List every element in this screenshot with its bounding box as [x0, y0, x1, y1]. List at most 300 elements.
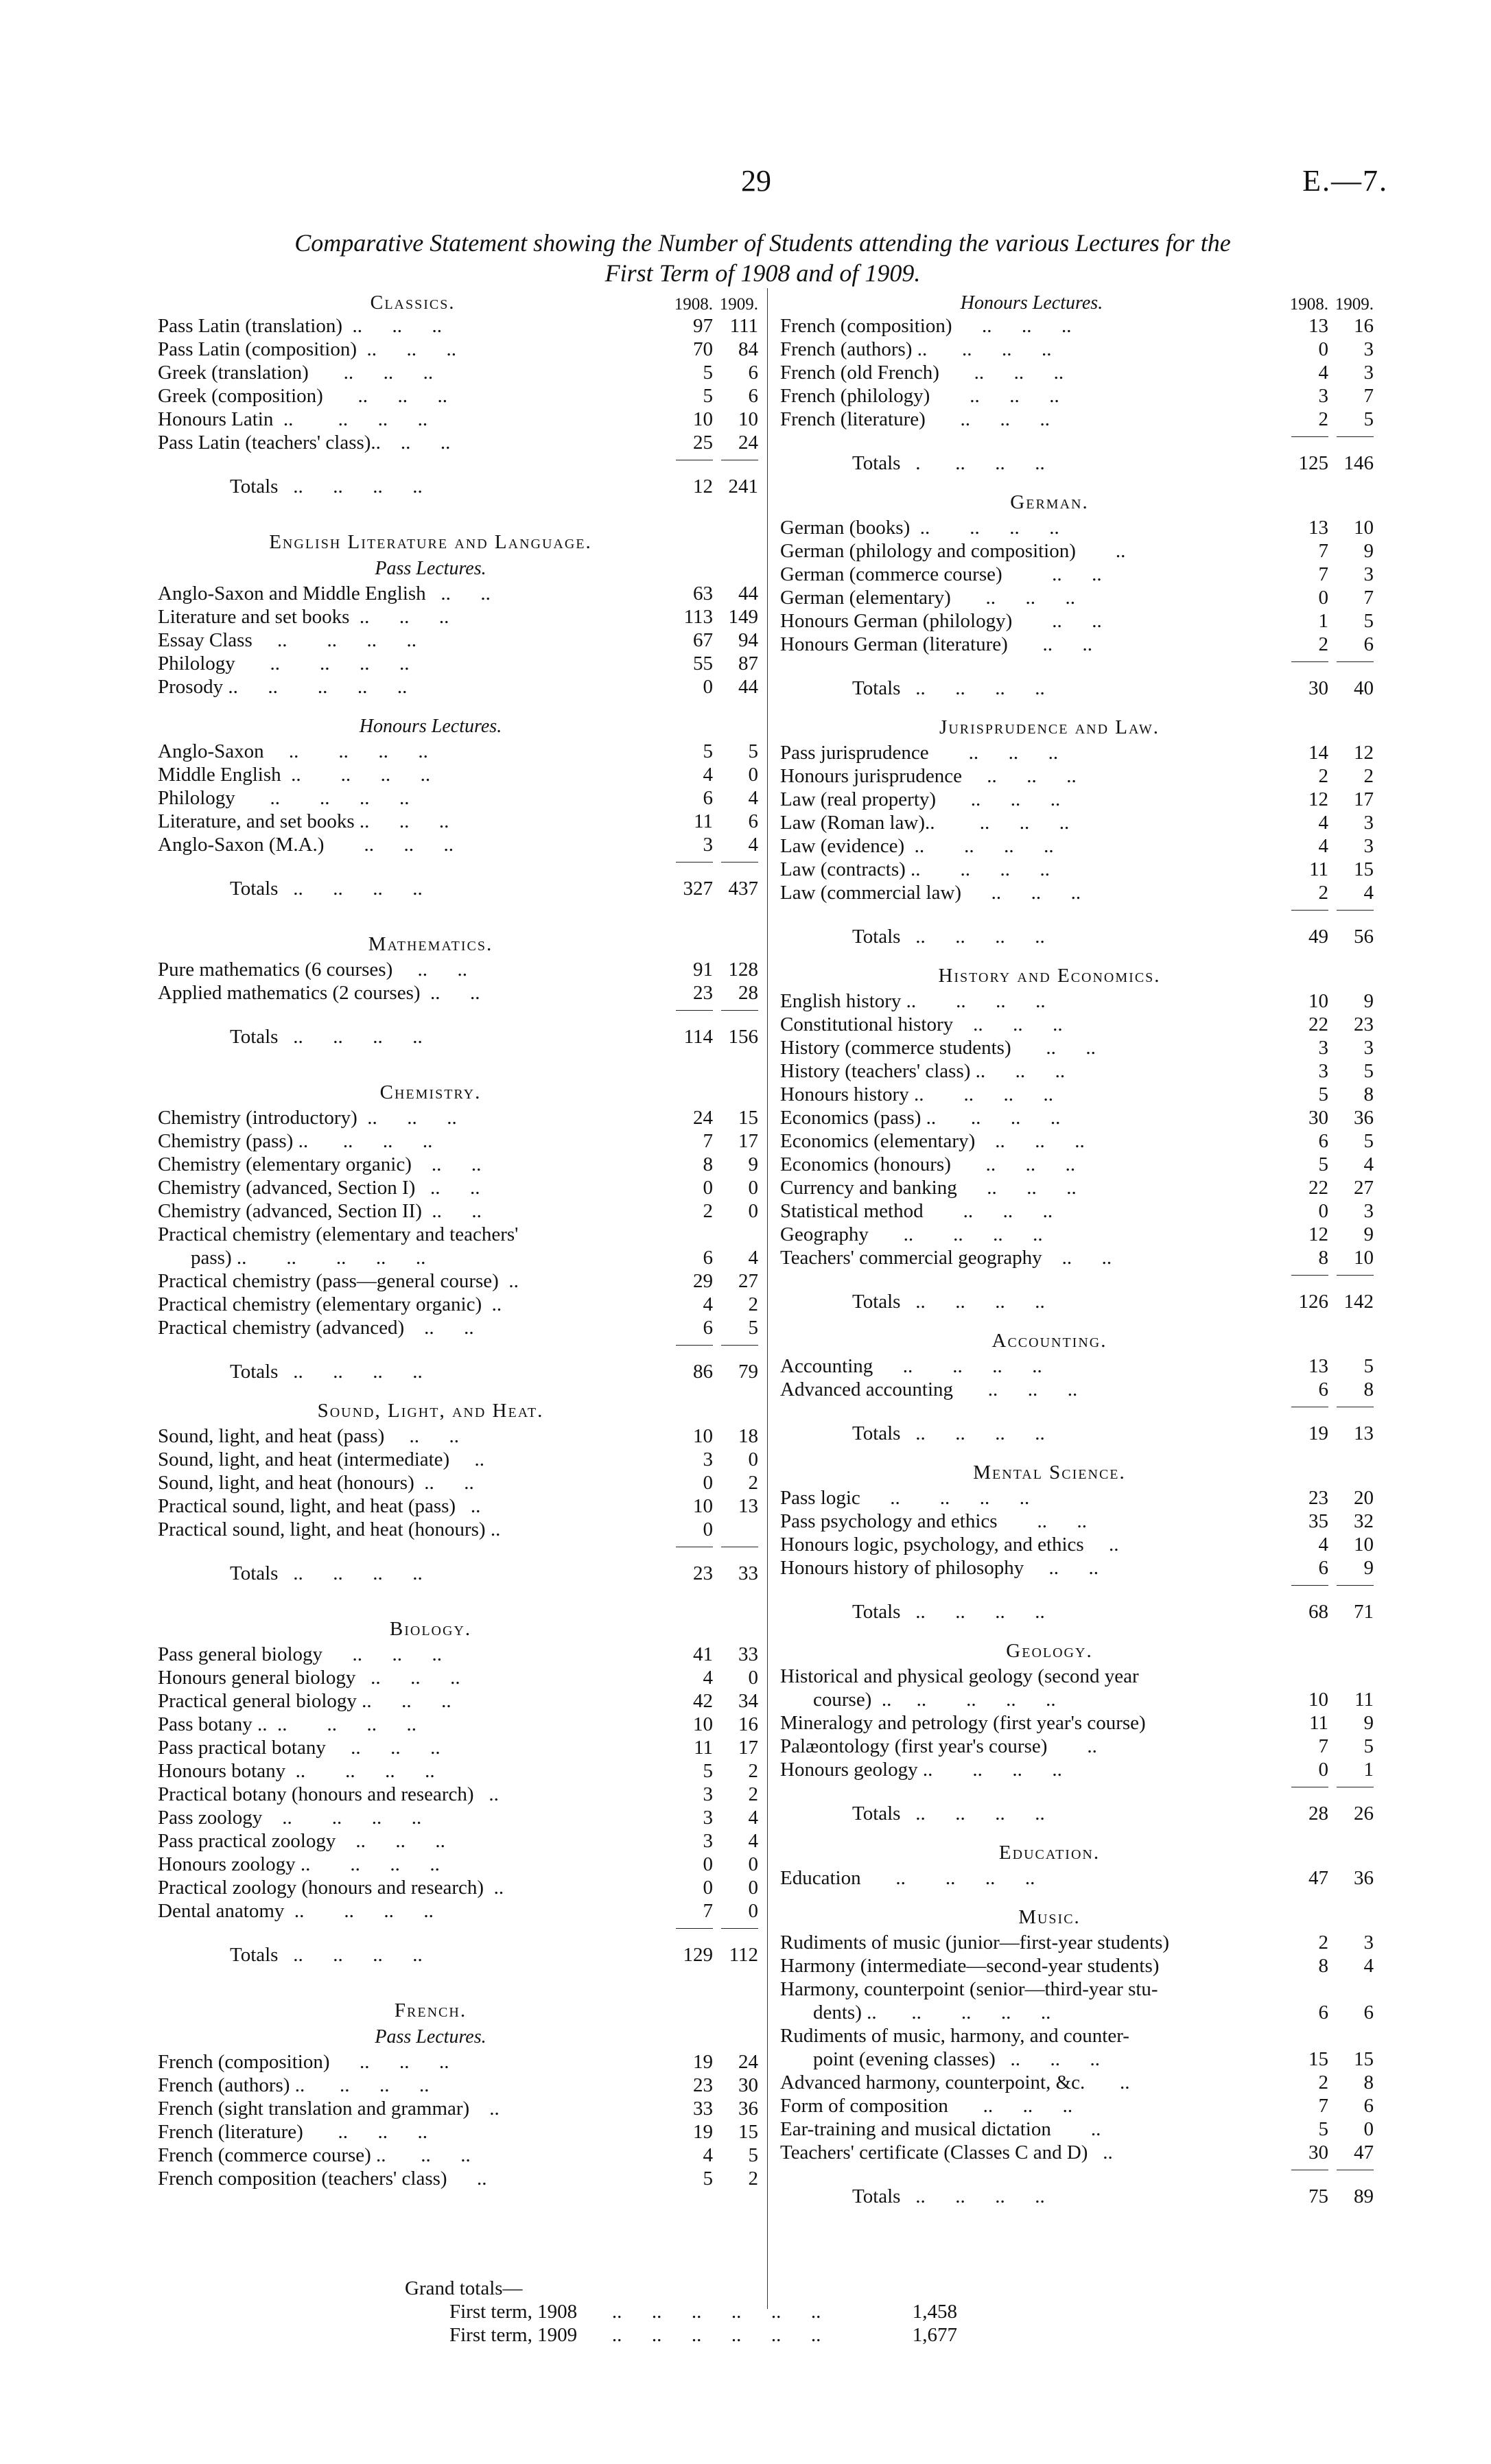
value-1908: 97	[693, 315, 713, 337]
rule-line-1908	[1291, 1787, 1328, 1792]
table-row	[780, 1013, 1374, 1036]
english-pass-section	[158, 582, 758, 699]
row-label: Teachers' certificate (Classes C and D) ..	[780, 2142, 1113, 2163]
value-1909: 149	[728, 606, 758, 628]
row-label: Harmony (intermediate—second-year students)	[780, 1955, 1160, 1977]
value-1909: 4	[748, 834, 758, 856]
value-1909: 3	[1363, 338, 1374, 360]
total-1909: 241	[728, 476, 758, 497]
row-label: Practical zoology (honours and research) ..	[158, 1877, 504, 1899]
table-row	[158, 1899, 758, 1923]
section-heading: Chemistry.	[379, 1081, 482, 1103]
totals-rule	[158, 856, 758, 867]
row-label: Greek (translation) .. .. ..	[158, 362, 434, 384]
row-label: Honours botany .. .. .. ..	[158, 1760, 435, 1782]
value-1909: 5	[748, 2144, 758, 2166]
french-pass-section	[158, 2050, 758, 2190]
value-1909: 23	[1354, 1013, 1374, 1035]
row-label: Pass psychology and ethics .. ..	[780, 1510, 1088, 1532]
row-label: Honours general biology .. .. ..	[158, 1667, 460, 1689]
value-1909: 6	[748, 362, 758, 384]
total-1908: 19	[1308, 1422, 1328, 1444]
value-1908: 70	[693, 338, 713, 360]
table-row	[780, 1106, 1374, 1129]
value-1908: 4	[1318, 835, 1328, 857]
row-label: Pass jurisprudence .. .. ..	[780, 742, 1059, 764]
value-1908	[668, 1223, 713, 1246]
value-1909	[1328, 1978, 1374, 2001]
title-line-1: Comparative Statement showing the Number of Students attending the various Lectures for the	[294, 229, 1231, 257]
value-1908: 23	[693, 982, 713, 1004]
table-row	[158, 1316, 758, 1339]
row-label: History (commerce students) .. ..	[780, 1037, 1096, 1059]
value-1909	[1328, 2024, 1374, 2048]
table-row	[158, 1494, 758, 1518]
value-1908: 4	[703, 1667, 713, 1689]
table-row	[780, 1354, 1374, 1378]
totals-row	[780, 925, 1374, 948]
value-1909: 10	[738, 408, 758, 430]
row-label: German (books) .. .. .. ..	[780, 517, 1059, 539]
value-1908	[1283, 2024, 1328, 2048]
row-label: Philology .. .. .. ..	[158, 653, 410, 674]
table-row	[780, 563, 1374, 586]
value-1909: 5	[748, 740, 758, 762]
value-1909: 5	[1363, 1130, 1374, 1152]
value-1908: 3	[703, 1830, 713, 1852]
totals-rule	[780, 904, 1374, 915]
value-1908: 8	[1318, 1955, 1328, 1977]
value-1908: 3	[703, 834, 713, 856]
mathematics-section	[158, 958, 758, 1048]
table-row	[780, 1954, 1374, 1978]
totals-row	[158, 1943, 758, 1967]
row-label: Geography .. .. .. ..	[780, 1223, 1043, 1245]
value-1909: 2	[748, 2168, 758, 2190]
row-label: Honours Latin .. .. .. ..	[158, 408, 428, 430]
page-title	[158, 228, 1367, 288]
value-1909: 16	[738, 1713, 758, 1735]
value-1908: 2	[703, 1200, 713, 1222]
total-1908: 12	[693, 476, 713, 497]
value-1908: 11	[1309, 1712, 1328, 1734]
total-1908: 28	[1308, 1803, 1328, 1824]
row-label: Chemistry (elementary organic) .. ..	[158, 1153, 482, 1175]
value-1909: 5	[1363, 1355, 1374, 1377]
row-label: Mineralogy and petrology (first year's course)	[780, 1712, 1146, 1734]
value-1909: 15	[738, 2121, 758, 2143]
value-1909: 5	[1363, 610, 1374, 632]
total-1909: 33	[738, 1562, 758, 1584]
table-row	[780, 1486, 1374, 1510]
row-label: French (literature) .. .. ..	[780, 408, 1050, 430]
value-1909: 8	[1363, 1083, 1374, 1105]
row-label: French (literature) .. .. ..	[158, 2121, 428, 2143]
row-label: Pass practical zoology .. .. ..	[158, 1830, 445, 1852]
table-row	[158, 1518, 758, 1541]
table-row	[780, 1931, 1374, 1954]
year-1908-header: 1908.	[674, 295, 713, 314]
row-label: German (philology and composition) ..	[780, 540, 1126, 562]
section-subheading: Honours Lectures.	[359, 716, 502, 737]
value-1909: 2	[748, 1760, 758, 1782]
geology-section	[780, 1665, 1374, 1825]
value-1909: 15	[738, 1107, 758, 1129]
table-row	[780, 516, 1374, 539]
totals-row	[158, 1360, 758, 1383]
table-row	[158, 1269, 758, 1293]
value-1908: 0	[703, 1853, 713, 1875]
row-label: Literature, and set books .. .. ..	[158, 810, 449, 832]
table-row	[158, 1246, 758, 1269]
row-label: French (authors) .. .. .. ..	[158, 2074, 430, 2096]
value-1909: 0	[748, 1877, 758, 1899]
value-1908: 2	[1318, 408, 1328, 430]
table-row	[158, 1199, 758, 1223]
value-1909: 9	[1363, 1712, 1374, 1734]
table-row	[780, 1059, 1374, 1083]
rule-line-1909	[721, 1010, 758, 1016]
value-1908: 10	[693, 1495, 713, 1517]
totals-rule	[780, 656, 1374, 667]
value-1909: 3	[1363, 1200, 1374, 1222]
row-label: French (commerce course) .. .. ..	[158, 2144, 471, 2166]
row-label: Chemistry (advanced, Section II) .. ..	[158, 1200, 482, 1222]
row-label: Honours history .. .. .. ..	[780, 1083, 1053, 1105]
value-1909: 12	[1354, 742, 1374, 764]
total-1909: 142	[1343, 1291, 1374, 1313]
total-1908: 75	[1308, 2185, 1328, 2207]
section-heading: Accounting.	[991, 1330, 1107, 1352]
row-label: Pass botany .. .. .. .. ..	[158, 1713, 416, 1735]
value-1908: 47	[1308, 1867, 1328, 1889]
french-honours-header-row	[780, 288, 1374, 314]
value-1909: 17	[738, 1737, 758, 1759]
value-1908	[1283, 1978, 1328, 2001]
section-heading: Biology.	[389, 1618, 472, 1640]
year-1909-header: 1909.	[1335, 295, 1374, 314]
table-row	[780, 1758, 1374, 1781]
value-1908: 35	[1308, 1510, 1328, 1532]
value-1909: 36	[1354, 1867, 1374, 1889]
total-1908: 114	[683, 1026, 713, 1048]
table-row	[158, 2120, 758, 2144]
value-1909: 4	[1363, 882, 1374, 904]
total-1908: 23	[693, 1562, 713, 1584]
value-1909: 33	[738, 1643, 758, 1665]
total-1908: 126	[1298, 1291, 1328, 1313]
totals-rule	[158, 1339, 758, 1350]
value-1908: 10	[1308, 990, 1328, 1012]
totals-rule	[780, 1401, 1374, 1412]
value-1908: 1	[1318, 610, 1328, 632]
value-1909: 36	[738, 2098, 758, 2120]
rule-line-1908	[1291, 1275, 1328, 1280]
value-1908: 63	[693, 583, 713, 605]
row-label: Honours German (literature) .. ..	[780, 633, 1093, 655]
row-label: course) .. .. .. .. ..	[813, 1689, 1056, 1711]
value-1908: 113	[683, 606, 713, 628]
totals-label: Totals .. .. .. ..	[230, 1562, 423, 1584]
row-label: English history .. .. .. ..	[780, 990, 1046, 1012]
row-label: Sound, light, and heat (pass) .. ..	[158, 1425, 459, 1447]
totals-row	[780, 1422, 1374, 1445]
table-row	[780, 361, 1374, 384]
row-label: Practical sound, light, and heat (honours) ..	[158, 1518, 501, 1540]
totals-label: Totals .. .. .. ..	[852, 1422, 1045, 1444]
table-row	[780, 2001, 1374, 2024]
rule-line-1909	[721, 1928, 758, 1934]
table-row	[780, 2141, 1374, 2164]
value-1908: 23	[1308, 1487, 1328, 1509]
history-section	[780, 989, 1374, 1313]
table-row	[780, 1711, 1374, 1735]
value-1908: 10	[693, 1425, 713, 1447]
value-1908: 0	[703, 1877, 713, 1899]
value-1908: 6	[1318, 1130, 1328, 1152]
totals-rule	[780, 1580, 1374, 1591]
totals-label: Totals .. .. .. ..	[852, 2185, 1045, 2207]
value-1909: 6	[1363, 2095, 1374, 2117]
value-1908: 7	[703, 1130, 713, 1152]
value-1909: 24	[738, 2051, 758, 2073]
table-row	[158, 810, 758, 833]
value-1909: 7	[1363, 587, 1374, 609]
table-row	[780, 2024, 1374, 2048]
row-label: Anglo-Saxon and Middle English .. ..	[158, 583, 491, 605]
total-1909: 56	[1354, 926, 1374, 948]
totals-label: Totals .. .. .. ..	[852, 1601, 1045, 1623]
table-row	[158, 740, 758, 763]
value-1909: 9	[1363, 1223, 1374, 1245]
value-1909: 5	[748, 1317, 758, 1339]
value-1909: 16	[1354, 315, 1374, 337]
table-row	[158, 1153, 758, 1176]
music-section	[780, 1931, 1374, 2208]
table-row	[158, 431, 758, 454]
value-1908: 4	[1318, 1534, 1328, 1556]
table-row	[780, 1510, 1374, 1533]
value-1909: 13	[738, 1495, 758, 1517]
value-1908: 3	[703, 1448, 713, 1470]
value-1909: 5	[1363, 1060, 1374, 1082]
value-1908: 0	[1318, 1759, 1328, 1781]
table-row	[158, 1736, 758, 1759]
rule-line-1909	[721, 1345, 758, 1350]
row-label: Middle English .. .. .. ..	[158, 764, 431, 786]
row-label: French (composition) .. .. ..	[780, 315, 1072, 337]
table-row	[780, 633, 1374, 656]
table-row	[780, 741, 1374, 764]
value-1909: 3	[1363, 812, 1374, 834]
table-row	[158, 833, 758, 856]
classics-header-row	[158, 288, 758, 314]
value-1909: 87	[738, 653, 758, 674]
total-1909: 26	[1354, 1803, 1374, 1824]
value-1908: 6	[1318, 1557, 1328, 1579]
french-honours-section	[780, 314, 1374, 475]
year-1909-header: 1909.	[719, 295, 758, 314]
rule-line-1908	[1291, 910, 1328, 915]
table-row	[780, 1199, 1374, 1223]
table-row	[780, 1533, 1374, 1556]
value-1909: 3	[1363, 1932, 1374, 1953]
table-row	[158, 1876, 758, 1899]
section-heading: Classics.	[370, 292, 456, 314]
value-1908: 11	[1309, 858, 1328, 880]
row-label: Pass Latin (composition) .. .. ..	[158, 338, 456, 360]
value-1909: 4	[748, 787, 758, 809]
value-1908: 7	[703, 1900, 713, 1922]
value-1909: 2	[748, 1293, 758, 1315]
value-1909: 6	[748, 385, 758, 407]
total-1909: 40	[1354, 677, 1374, 699]
value-1908: 7	[1318, 2095, 1328, 2117]
value-1908: 3	[703, 1783, 713, 1805]
row-label: Pass Latin (translation) .. .. ..	[158, 315, 443, 337]
value-1908: 5	[1318, 1083, 1328, 1105]
value-1908: 12	[1308, 1223, 1328, 1245]
section-heading: German.	[1010, 491, 1089, 513]
totals-rule	[780, 2164, 1374, 2175]
table-row	[780, 539, 1374, 563]
value-1909: 9	[1363, 540, 1374, 562]
table-row	[158, 629, 758, 652]
value-1909: 20	[1354, 1487, 1374, 1509]
row-label: Pure mathematics (6 courses) .. ..	[158, 959, 468, 981]
value-1909: 44	[738, 676, 758, 698]
value-1908: 91	[693, 959, 713, 981]
table-row	[780, 1735, 1374, 1758]
row-label: Pass zoology .. .. .. ..	[158, 1807, 422, 1829]
rule-line-1909	[1337, 1585, 1374, 1591]
value-1908: 55	[693, 653, 713, 674]
table-row	[780, 1378, 1374, 1401]
table-row	[780, 1978, 1374, 2001]
value-1909: 2	[1363, 765, 1374, 787]
row-label: Greek (composition) .. .. ..	[158, 385, 448, 407]
row-label: Constitutional history .. .. ..	[780, 1013, 1063, 1035]
row-label: History (teachers' class) .. .. ..	[780, 1060, 1066, 1082]
row-label: Essay Class .. .. .. ..	[158, 629, 416, 651]
value-1909: 3	[1363, 362, 1374, 384]
table-row	[158, 1759, 758, 1783]
row-label: German (commerce course) .. ..	[780, 563, 1102, 585]
value-1908: 11	[694, 1737, 713, 1759]
row-label: Education .. .. .. ..	[780, 1867, 1035, 1889]
totals-row	[158, 1025, 758, 1048]
value-1909: 34	[738, 1690, 758, 1712]
rule-line-1909	[721, 1547, 758, 1552]
row-label: Honours German (philology) .. ..	[780, 610, 1102, 632]
right-column	[780, 288, 1374, 2208]
table-row	[158, 1176, 758, 1199]
row-label: Harmony, counterpoint (senior—third-year stu-	[780, 1978, 1158, 2000]
rule-line-1908	[676, 1010, 713, 1016]
value-1908: 10	[693, 408, 713, 430]
value-1909: 17	[738, 1130, 758, 1152]
page-number: 29	[741, 164, 771, 198]
value-1908: 0	[703, 1518, 713, 1540]
value-1908: 3	[1318, 1060, 1328, 1082]
value-1908: 8	[1318, 1247, 1328, 1269]
rule-line-1909	[721, 862, 758, 867]
value-1909: 128	[728, 959, 758, 981]
table-row	[780, 2048, 1374, 2071]
rule-line-1909	[1337, 2170, 1374, 2175]
rule-line-1908	[1291, 661, 1328, 667]
totals-row	[780, 677, 1374, 700]
value-1908: 2	[1318, 765, 1328, 787]
rule-line-1908	[676, 1345, 713, 1350]
total-1909: 112	[729, 1944, 758, 1966]
rule-line-1908	[1291, 1585, 1328, 1591]
total-1909: 437	[728, 878, 758, 900]
value-1908: 3	[1318, 1037, 1328, 1059]
row-label: Honours zoology .. .. .. ..	[158, 1853, 440, 1875]
value-1909: 10	[1354, 1534, 1374, 1556]
value-1909: 2	[748, 1472, 758, 1494]
value-1908: 2	[1318, 882, 1328, 904]
row-label: Currency and banking .. .. ..	[780, 1177, 1077, 1199]
value-1908: 12	[1308, 788, 1328, 810]
totals-row	[780, 1290, 1374, 1313]
value-1908: 0	[703, 1472, 713, 1494]
value-1908: 5	[703, 740, 713, 762]
totals-row	[780, 2185, 1374, 2208]
value-1909: 30	[738, 2074, 758, 2096]
rule-line-1909	[1337, 1275, 1374, 1280]
law-section	[780, 741, 1374, 948]
document-reference: E.—7.	[1302, 164, 1388, 198]
total-1908: 68	[1308, 1601, 1328, 1623]
row-label: Pass logic .. .. .. ..	[780, 1487, 1030, 1509]
totals-label: Totals .. .. .. ..	[852, 926, 1045, 948]
value-1908: 0	[703, 676, 713, 698]
value-1908: 13	[1308, 315, 1328, 337]
value-1909: 0	[748, 764, 758, 786]
row-label: Chemistry (introductory) .. .. ..	[158, 1107, 457, 1129]
section-heading: Geology.	[1006, 1640, 1093, 1662]
value-1908: 4	[1318, 812, 1328, 834]
table-row	[158, 958, 758, 981]
value-1909: 4	[1363, 1955, 1374, 1977]
value-1909: 9	[1363, 990, 1374, 1012]
rule-line-1908	[1291, 1407, 1328, 1412]
row-label: Pass Latin (teachers' class).. .. ..	[158, 432, 451, 454]
value-1909: 3	[1363, 1037, 1374, 1059]
value-1908: 5	[1318, 1153, 1328, 1175]
value-1909: 4	[748, 1830, 758, 1852]
row-label: French (old French) .. .. ..	[780, 362, 1064, 384]
value-1909: 27	[1354, 1177, 1374, 1199]
row-label: French (authors) .. .. .. ..	[780, 338, 1052, 360]
table-row	[780, 338, 1374, 361]
table-row	[158, 981, 758, 1005]
grand-totals	[405, 2277, 1160, 2347]
value-1909: 0	[748, 1853, 758, 1875]
table-row	[158, 2167, 758, 2190]
value-1909: 3	[1363, 563, 1374, 585]
total-1909: 156	[728, 1026, 758, 1048]
table-row	[158, 675, 758, 699]
value-1908: 33	[693, 2098, 713, 2120]
row-label: Honours history of philosophy .. ..	[780, 1557, 1099, 1579]
row-label: Teachers' commercial geography .. ..	[780, 1247, 1112, 1269]
table-row	[780, 2094, 1374, 2117]
row-label: Statistical method .. .. ..	[780, 1200, 1053, 1222]
rule-line-1908	[676, 1547, 713, 1552]
